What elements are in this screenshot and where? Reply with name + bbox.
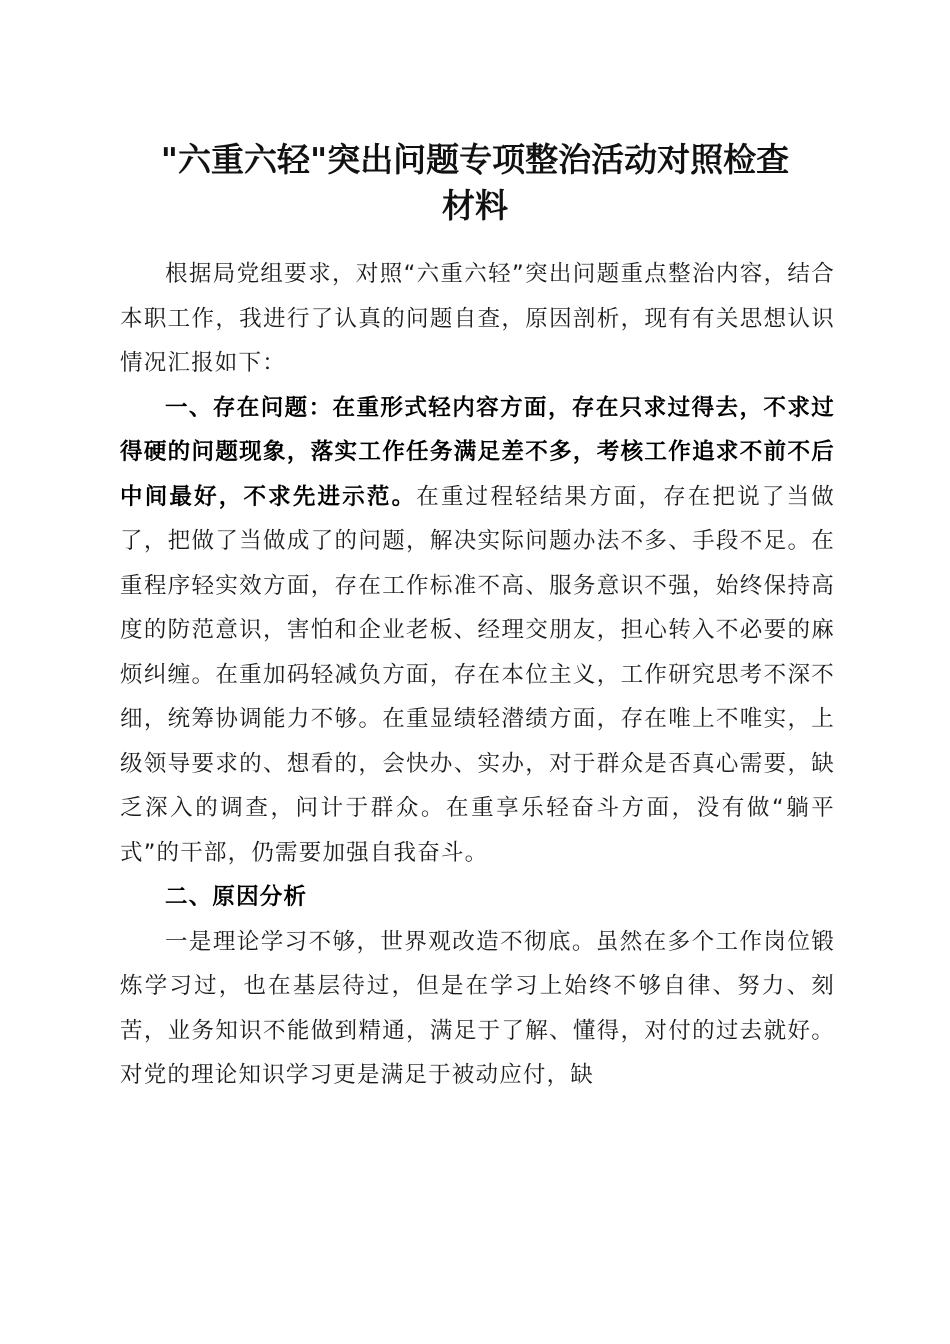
section1-bold-text: 一、存在问题：在重形式轻内容方面，存在只求过得去，不求过得硬的问题现象，落实工作任务满足差不多，考核工作追求不前不后中间最好，不求先进示范。 <box>120 394 835 510</box>
section2-heading: 二、原因分析 <box>165 884 308 910</box>
document-title-line1: "六重六轻"突出问题专项整治活动对照检查 <box>160 140 790 179</box>
section2-paragraph1: 一是理论学习不够，世界观改造不彻底。虽然在多个工作岗位锻炼学习过，也在基层待过，但是在学习上始终不够自律、努力、刻苦，业务知识不能做到精通，满足于了解、懂得，对付的过去就好。对党的理论知识学习更是满足于被动应付，缺 <box>120 928 835 1088</box>
section1-paragraph <box>120 386 835 876</box>
document-body <box>120 252 835 1098</box>
intro-paragraph: 根据局党组要求，对照“六重六轻”突出问题重点整治内容，结合本职工作，我进行了认真的问题自查，原因剖析，现有有关思想认识情况汇报如下： <box>120 261 835 376</box>
section1-body-text: 在重过程轻结果方面，存在把说了当做了，把做了当做成了的问题，解决实际问题办法不多、手段不足。在重程序轻实效方面，存在工作标准不高、服务意识不强，始终保持高度的防范意识，害怕和企业老板、经理交朋友，担心转入不必要的麻烦纠缠。在重加码轻减负方面，存在本位主义，工作研究思考不深不细，统筹协调能力不够。在重显绩轻潜绩方面，存在唯上不唯实，上级领导要求的、想看的，会快办、实办，对于群众是否真心需要，缺乏深入的调查，问计于群众。在重享乐轻奋斗方面，没有做“躺平式”的干部，仍需要加强自我奋斗。 <box>120 483 836 866</box>
document-title-line2: 材料 <box>442 186 508 225</box>
